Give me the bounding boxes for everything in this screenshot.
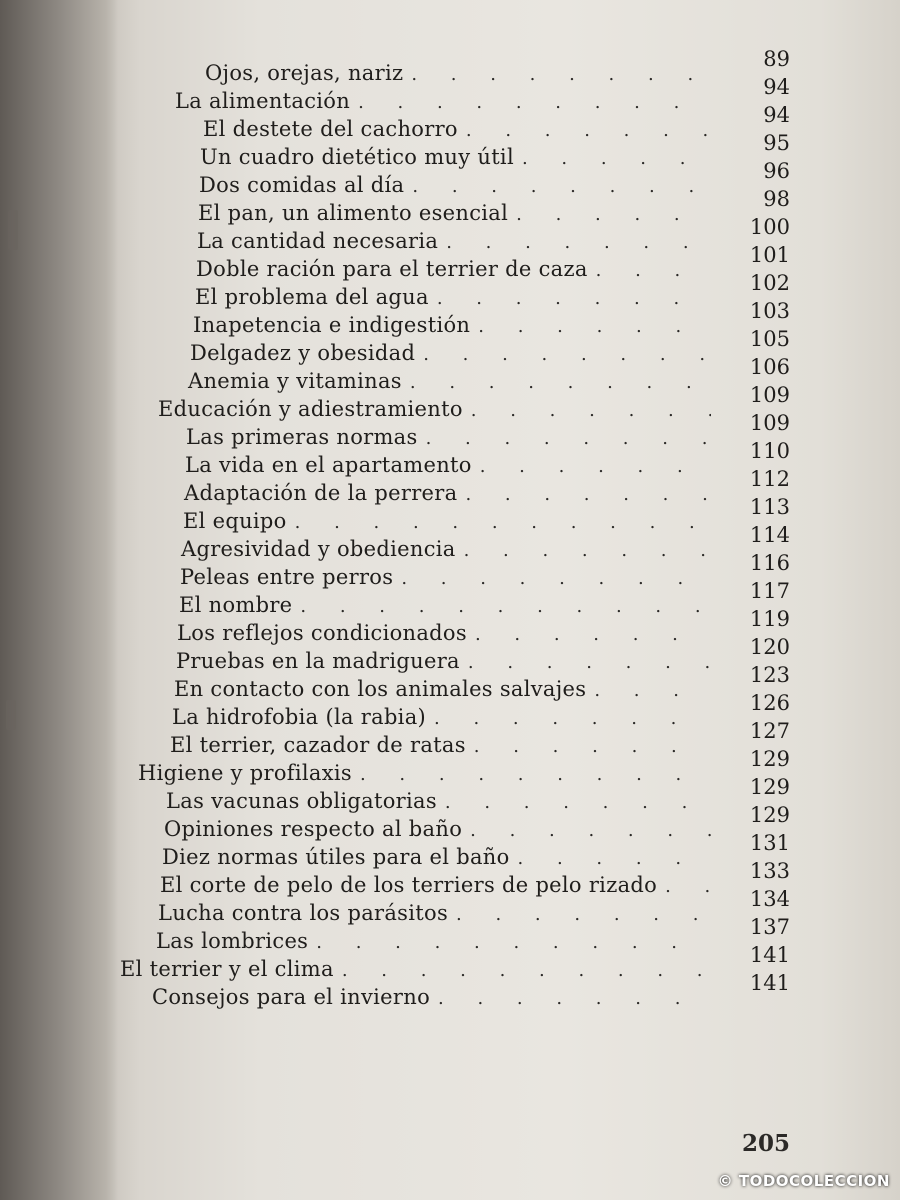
toc-entry bbox=[185, 452, 725, 480]
toc-entry bbox=[175, 88, 725, 116]
toc-entry bbox=[195, 284, 725, 312]
toc-entry-label: El terrier y el clima bbox=[120, 957, 334, 981]
toc-entry-label: El problema del agua bbox=[195, 285, 429, 309]
toc-page-number: 131 bbox=[749, 831, 790, 855]
toc-page-number: 133 bbox=[749, 859, 790, 883]
toc-entry-label: Los reflejos condicionados bbox=[177, 621, 467, 645]
toc-entry-label: La vida en el apartamento bbox=[185, 453, 472, 477]
toc-page-number: 109 bbox=[749, 383, 790, 407]
toc-entry bbox=[158, 396, 725, 424]
toc-page-number: 123 bbox=[749, 663, 790, 687]
toc-entry bbox=[179, 592, 725, 620]
toc-page-number: 101 bbox=[749, 243, 790, 267]
toc-page-number: 129 bbox=[749, 747, 790, 771]
toc-page-number: 102 bbox=[749, 271, 790, 295]
toc-entry-label: Las vacunas obligatorias bbox=[166, 789, 437, 813]
toc-entry-label: La cantidad necesaria bbox=[197, 229, 439, 253]
toc-entry bbox=[198, 200, 725, 228]
toc-entry-label: El equipo bbox=[183, 509, 287, 533]
toc-page-number: 100 bbox=[749, 215, 790, 239]
toc-page-number: 94 bbox=[763, 75, 790, 99]
toc-entry-label: El terrier, cazador de ratas bbox=[170, 733, 466, 757]
toc-entry-label: Opiniones respecto al baño bbox=[164, 817, 463, 841]
toc-entry-label: El pan, un alimento esencial bbox=[198, 201, 509, 225]
toc-entry bbox=[180, 564, 725, 592]
toc-entry bbox=[162, 844, 725, 872]
toc-entry bbox=[166, 788, 725, 816]
toc-entry bbox=[174, 676, 725, 704]
toc-entry-label: El nombre bbox=[179, 593, 293, 617]
toc-page-number: 117 bbox=[749, 579, 790, 603]
toc-entry bbox=[190, 340, 725, 368]
toc-entry bbox=[138, 760, 725, 788]
toc-entry bbox=[172, 704, 725, 732]
toc-entry bbox=[203, 116, 725, 144]
toc-entry bbox=[177, 620, 725, 648]
toc-page-number: 89 bbox=[763, 47, 790, 71]
toc-entry-label: Agresividad y obediencia bbox=[181, 537, 456, 561]
toc-entry bbox=[199, 172, 725, 200]
toc-entry-label: Educación y adiestramiento bbox=[158, 397, 463, 421]
page-number: 205 bbox=[742, 1130, 791, 1157]
watermark: © TODOCOLECCION bbox=[717, 1172, 890, 1190]
toc-entry-label: Dos comidas al día bbox=[199, 173, 405, 197]
toc-entry-label: Delgadez y obesidad bbox=[190, 341, 416, 365]
toc-entry-label: Higiene y profilaxis bbox=[138, 761, 352, 785]
toc-entry bbox=[181, 536, 725, 564]
toc-entry bbox=[205, 60, 725, 88]
toc-entry-label: Ojos, orejas, nariz bbox=[205, 61, 404, 85]
toc-page-number: 129 bbox=[749, 775, 790, 799]
toc-entry bbox=[183, 508, 725, 536]
toc-page-number: 112 bbox=[749, 467, 790, 491]
toc-entry bbox=[170, 732, 725, 760]
toc-entry-label: Un cuadro dietético muy útil bbox=[200, 145, 514, 169]
toc-entry bbox=[152, 984, 725, 1012]
toc-entry-label: Lucha contra los parásitos bbox=[158, 901, 449, 925]
toc-page-number: 119 bbox=[749, 607, 790, 631]
toc-entry bbox=[197, 228, 725, 256]
toc-page-number: 110 bbox=[749, 439, 790, 463]
toc-entry bbox=[164, 816, 725, 844]
toc-entry bbox=[193, 312, 725, 340]
toc-entry-label: Consejos para el invierno bbox=[152, 985, 431, 1009]
toc-entry-label: Las primeras normas bbox=[186, 425, 418, 449]
toc-entry-label: En contacto con los animales salvajes bbox=[174, 677, 587, 701]
toc-page-number: 105 bbox=[749, 327, 790, 351]
toc-page-number: 94 bbox=[763, 103, 790, 127]
toc-entry bbox=[158, 900, 725, 928]
toc-page-number: 120 bbox=[749, 635, 790, 659]
toc-page-number: 103 bbox=[749, 299, 790, 323]
toc-entry-label: Diez normas útiles para el baño bbox=[162, 845, 510, 869]
toc-page-number: 98 bbox=[763, 187, 790, 211]
toc-entry bbox=[200, 144, 725, 172]
toc-entry bbox=[156, 928, 725, 956]
toc-entry bbox=[176, 648, 725, 676]
toc-page-number: 129 bbox=[749, 803, 790, 827]
toc-entry-label: El corte de pelo de los terriers de pelo rizado bbox=[160, 873, 658, 897]
toc-entry bbox=[120, 956, 725, 984]
toc-entry-label: Doble ración para el terrier de caza bbox=[196, 257, 588, 281]
toc-entry bbox=[196, 256, 725, 284]
toc-entry-label: La alimentación bbox=[175, 89, 351, 113]
toc-page-number: 134 bbox=[749, 887, 790, 911]
toc-entry-label: Las lombrices bbox=[156, 929, 309, 953]
toc-page-number: 127 bbox=[749, 719, 790, 743]
toc-entry-label: Anemia y vitaminas bbox=[188, 369, 402, 393]
toc-entry-label: Adaptación de la perrera bbox=[184, 481, 458, 505]
toc-entry bbox=[186, 424, 725, 452]
toc-entry-label: La hidrofobia (la rabia) bbox=[172, 705, 427, 729]
toc-page-number: 116 bbox=[749, 551, 790, 575]
toc-page-number: 126 bbox=[749, 691, 790, 715]
toc-page-number: 106 bbox=[749, 355, 790, 379]
toc-entry-label: Peleas entre perros bbox=[180, 565, 394, 589]
toc-page-number: 141 bbox=[749, 943, 790, 967]
toc-entry-label: Pruebas en la madriguera bbox=[176, 649, 460, 673]
toc-entry-label: Inapetencia e indigestión bbox=[193, 313, 471, 337]
toc-entry bbox=[160, 872, 725, 900]
toc-page-number: 113 bbox=[749, 495, 790, 519]
toc-entry bbox=[188, 368, 725, 396]
toc-entry bbox=[184, 480, 725, 508]
toc-page-number: 96 bbox=[763, 159, 790, 183]
toc-page-number: 141 bbox=[749, 971, 790, 995]
toc-entry-label: El destete del cachorro bbox=[203, 117, 458, 141]
toc-page-number: 109 bbox=[749, 411, 790, 435]
toc-page-number: 137 bbox=[749, 915, 790, 939]
toc-page-number: 114 bbox=[749, 523, 790, 547]
toc-page-number: 95 bbox=[763, 131, 790, 155]
